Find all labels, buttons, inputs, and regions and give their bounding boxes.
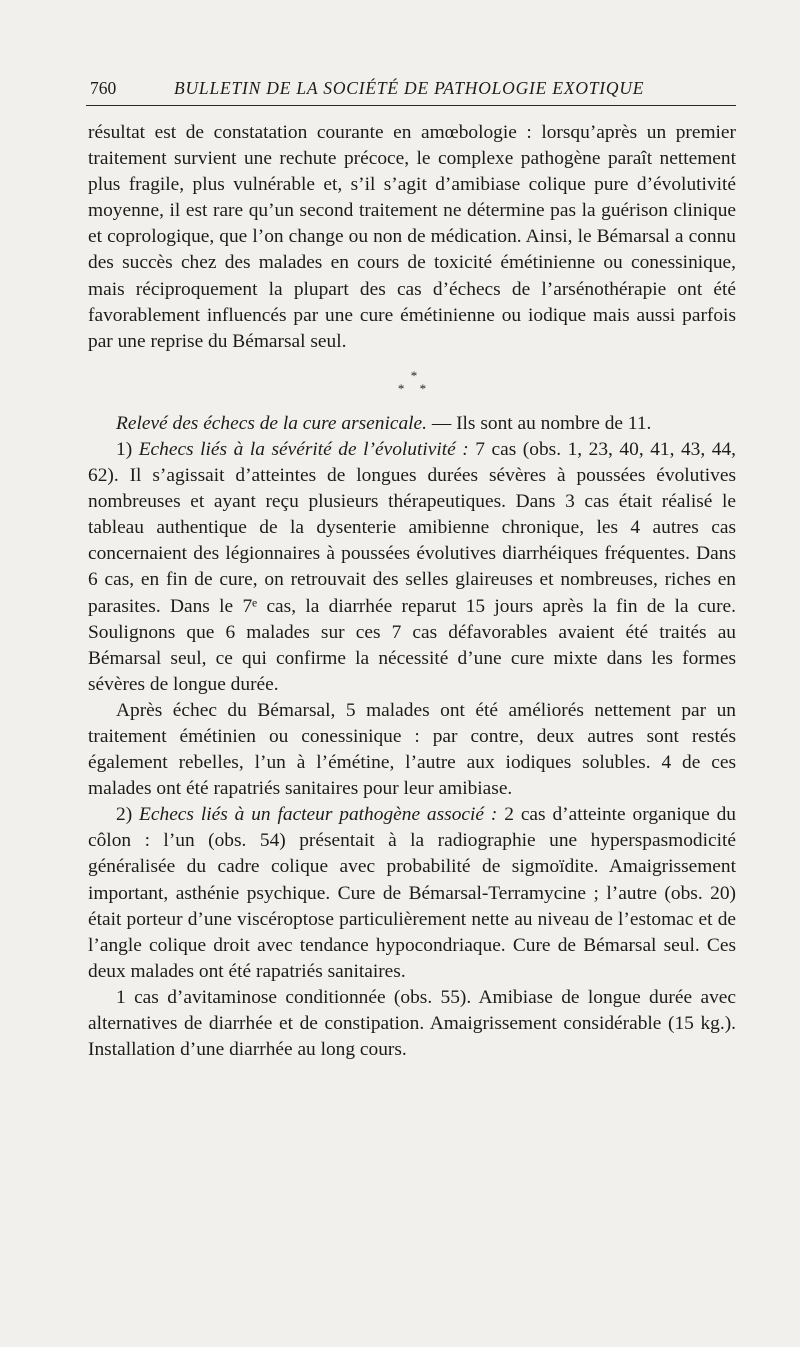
list-item-heading: Echecs liés à la sévérité de l’évolutivité :: [138, 438, 469, 460]
section-separator: [88, 369, 736, 395]
asterisk-bottom: * *: [397, 380, 433, 396]
section-heading-rest: — Ils sont au nombre de 11.: [427, 412, 652, 434]
paragraph: Après échec du Bémarsal, 5 malades ont été améliorés nettement par un traitement émétinien ou conessinique : par contre, deux autres sont restés également rebelles, l’un à l’émétine, l’autre aux iodiques solubles. 4 de ces malades ont été rapatriés sanitaires pour leur amibiase.: [88, 699, 736, 800]
asterisk-top: *: [410, 367, 418, 383]
list-item-1: [88, 437, 736, 698]
list-item-2: [88, 802, 736, 985]
paragraph: résultat est de constatation courante en amœbologie : lorsqu’après un premier traitement survient une rechute précoce, le complexe pathogène paraît nettement plus fragile, plus vulnérable et, s’il s’agit d’amibiase colique pure d’évolutivité moyenne, il est rare qu’un second traitement ne détermine pas la guérison clinique et coprologique, que l’on change ou non de médication. Ainsi, le Bémarsal a connu des succès chez des malades en cours de toxicité émétinienne ou conessinique, mais réciproquement la plupart des cas d’échecs de l’arsénothérapie ont été favorablement influencés par une cure émétinienne ou iodique mais aussi parfois par une reprise du Bémarsal seul.: [88, 122, 736, 352]
list-item-text: 7 cas (obs. 1, 23, 40, 41, 43, 44, 62). Il s’agissait d’atteintes de longues durées sévères à poussées évolutives nombreuses et ayant reçu plusieurs thérapeutiques. Dans 3 cas était réalisé le tableau authentique de la dysenterie amibienne chronique, les 4 autres cas concernaient des légionnaires à poussées évolutives diarrhéiques fréquentes. Dans 6 cas, en fin de cure, on retrouvait des selles glaireuses et nombreuses, riches en parasites. Dans le 7ᵉ cas, la diarrhée reparut 15 jours après la fin de la cure. Soulignons que 6 malades sur ces 7 cas défavorables avaient été traités au Bémarsal seul, ce qui confirme la nécessité d’une cure mixte dans les formes sévères de longue durée.: [88, 438, 736, 695]
section-heading-paragraph: [88, 411, 736, 437]
header-rule: [86, 105, 736, 106]
section-heading: Relevé des échecs de la cure arsenicale.: [116, 412, 427, 434]
page-header: [88, 76, 736, 100]
paragraph: 1 cas d’avitaminose conditionnée (obs. 55). Amibiase de longue durée avec alternatives de diarrhée et de constipation. Amaigrissement considérable (15 kg.). Installation d’une diarrhée au long cours.: [88, 986, 736, 1061]
page-number: 760: [90, 78, 117, 98]
running-title: BULLETIN DE LA SOCIÉTÉ DE PATHOLOGIE EXOTIQUE: [174, 78, 645, 98]
list-item-number: 1): [116, 438, 139, 460]
list-item-text: 2 cas d’atteinte organique du côlon : l’un (obs. 54) présentait à la radiographie une hyperspasmodicité généralisée du cadre colique avec probabilité de sigmoïdite. Amaigrissement important, asthénie psychique. Cure de Bémarsal-Terramycine ; l’autre (obs. 20) était porteur d’une viscéroptose particulièrement nette au niveau de l’estomac et de l’angle colique droit avec tendance hypocondriaque. Cure de Bémarsal seul. Ces deux malades ont été rapatriés sanitaires.: [88, 804, 736, 982]
body-text: [88, 120, 736, 1063]
list-item-heading: Echecs liés à un facteur pathogène associé :: [139, 804, 498, 826]
list-item-number: 2): [116, 804, 140, 826]
